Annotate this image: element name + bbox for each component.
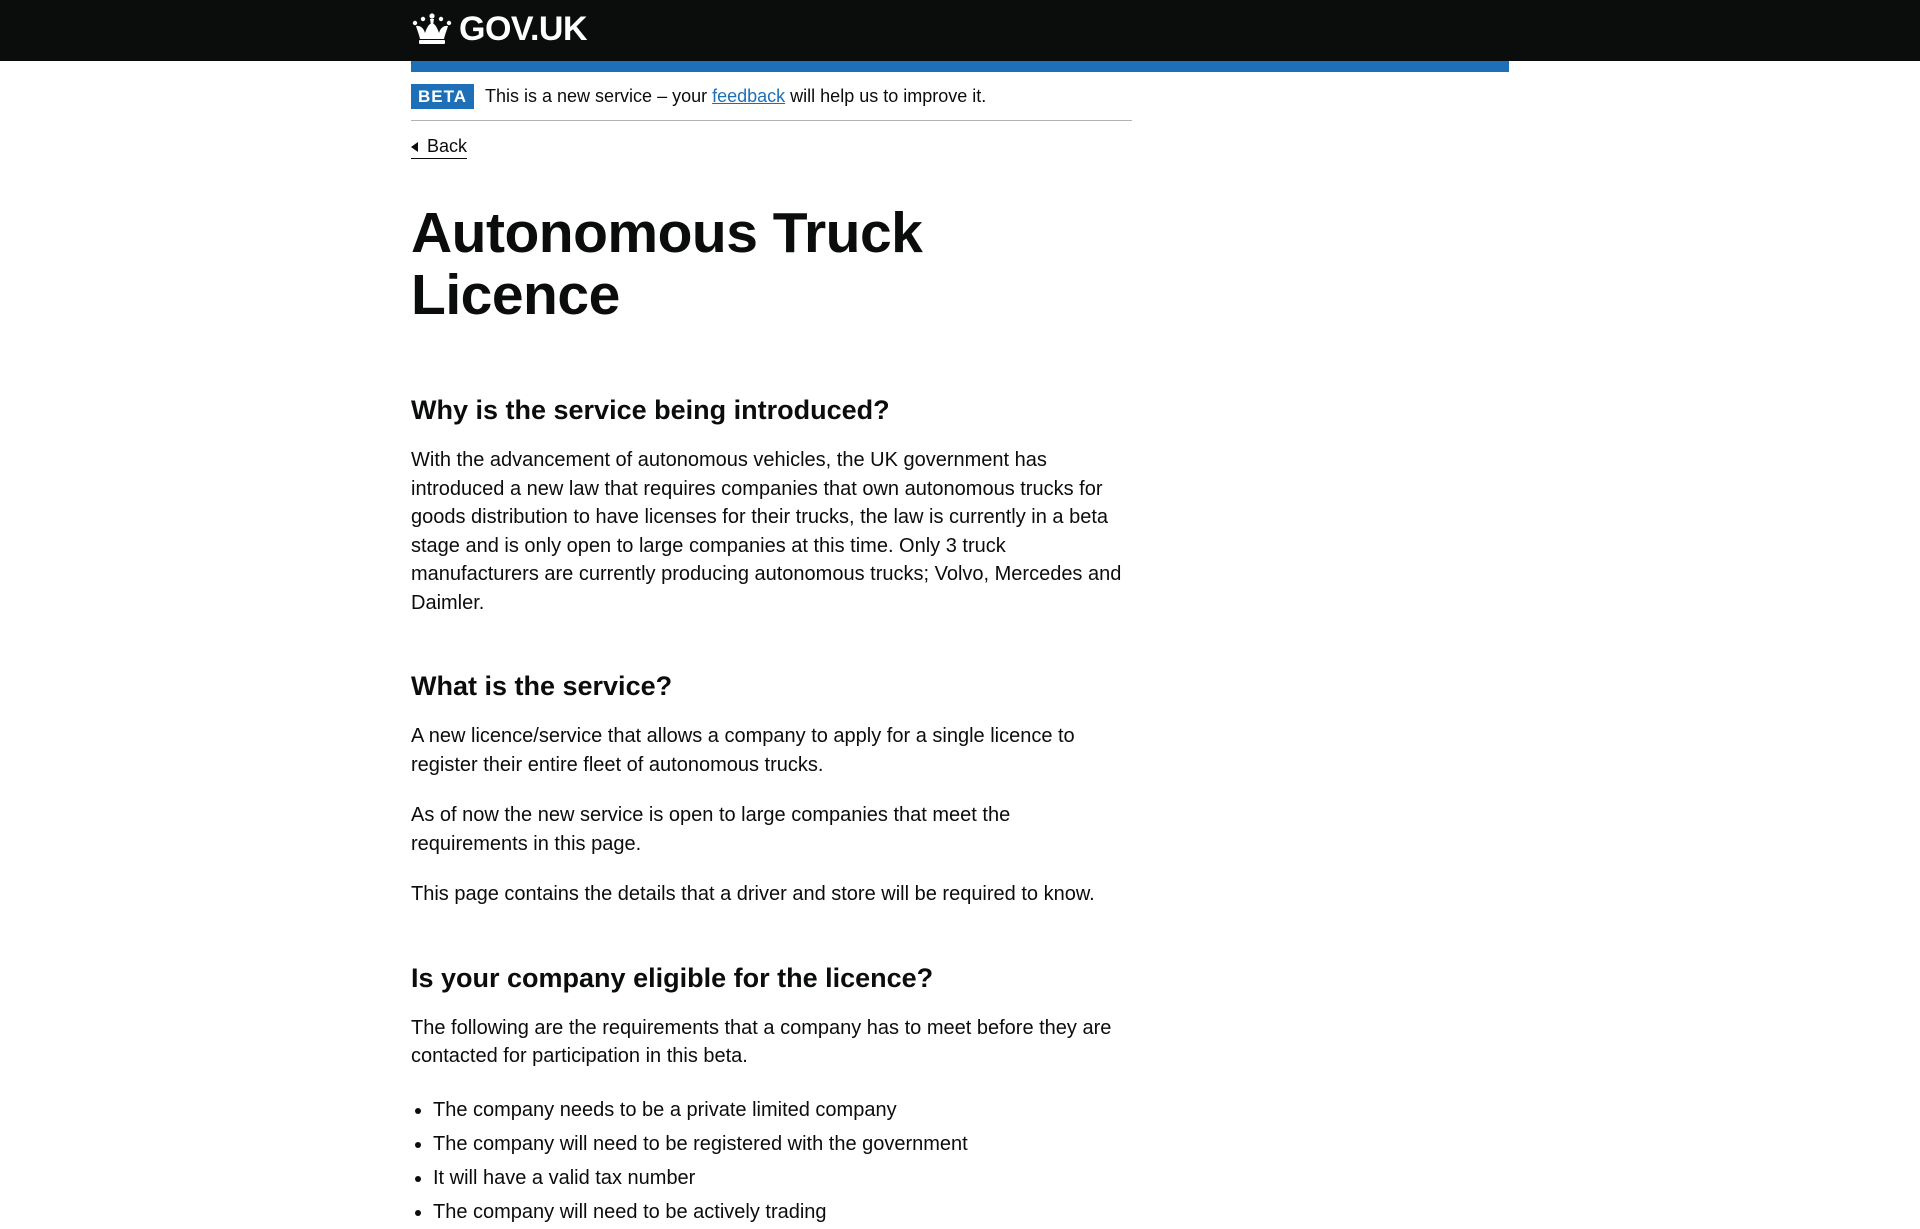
- list-item: • The company will need to be registered with the government: [433, 1127, 1132, 1161]
- page-title: Autonomous Truck Licence: [411, 201, 923, 327]
- crown-icon: [411, 13, 453, 45]
- section-paragraph-eligible: The following are the requirements that a company has to meet before they are contacted for participation in this beta.: [411, 1016, 1112, 1067]
- section-paragraph-what-1: A new licence/service that allows a company to apply for a single licence to register their entire fleet of autonomous trucks.: [411, 725, 1075, 776]
- phase-banner: [411, 72, 1132, 121]
- phase-text-after: will help us to improve it.: [785, 85, 987, 106]
- phase-text-before: This is a new service – your: [485, 85, 713, 106]
- header-container: [411, 0, 1509, 61]
- list-item: • The company will need to be actively trading: [433, 1195, 1132, 1229]
- requirements-list: [411, 1093, 1132, 1229]
- back-link[interactable]: [411, 136, 467, 159]
- section-paragraph-what-2: As of now the new service is open to large companies that meet the requirements in this page.: [411, 804, 1011, 855]
- phase-banner-text: [485, 86, 986, 107]
- list-item: • It will have a valid tax number: [433, 1161, 1132, 1195]
- main-content: [411, 72, 1132, 1229]
- govuk-logo-link[interactable]: [411, 12, 587, 46]
- section-heading-what: What is the service?: [411, 671, 673, 701]
- section-heading-eligible: Is your company eligible for the licence?: [411, 962, 934, 993]
- list-item: • The company needs to be a private limited company: [433, 1093, 1132, 1127]
- back-arrow-icon: [411, 142, 418, 152]
- header-blue-bar: [411, 61, 1509, 72]
- section-paragraph-what-3: This page contains the details that a driver and store will be required to know.: [411, 883, 1095, 905]
- section-heading-why: Why is the service being introduced?: [411, 395, 890, 425]
- back-link-label: Back: [427, 136, 468, 156]
- logo-text: GOV.UK: [459, 10, 588, 48]
- feedback-link[interactable]: feedback: [712, 85, 786, 106]
- site-header: [0, 0, 1920, 61]
- section-paragraph-why: With the advancement of autonomous vehicles, the UK government has introduced a new law that requires companies that own autonomous trucks for goods distribution to have licenses for their trucks, the law is currently in a beta stage and is only open to large companies at this time. Only 3 truck manufacturers are currently producing autonomous trucks; Volvo, Mercedes and Daimler.: [411, 449, 1122, 614]
- beta-tag: BETA: [411, 84, 474, 109]
